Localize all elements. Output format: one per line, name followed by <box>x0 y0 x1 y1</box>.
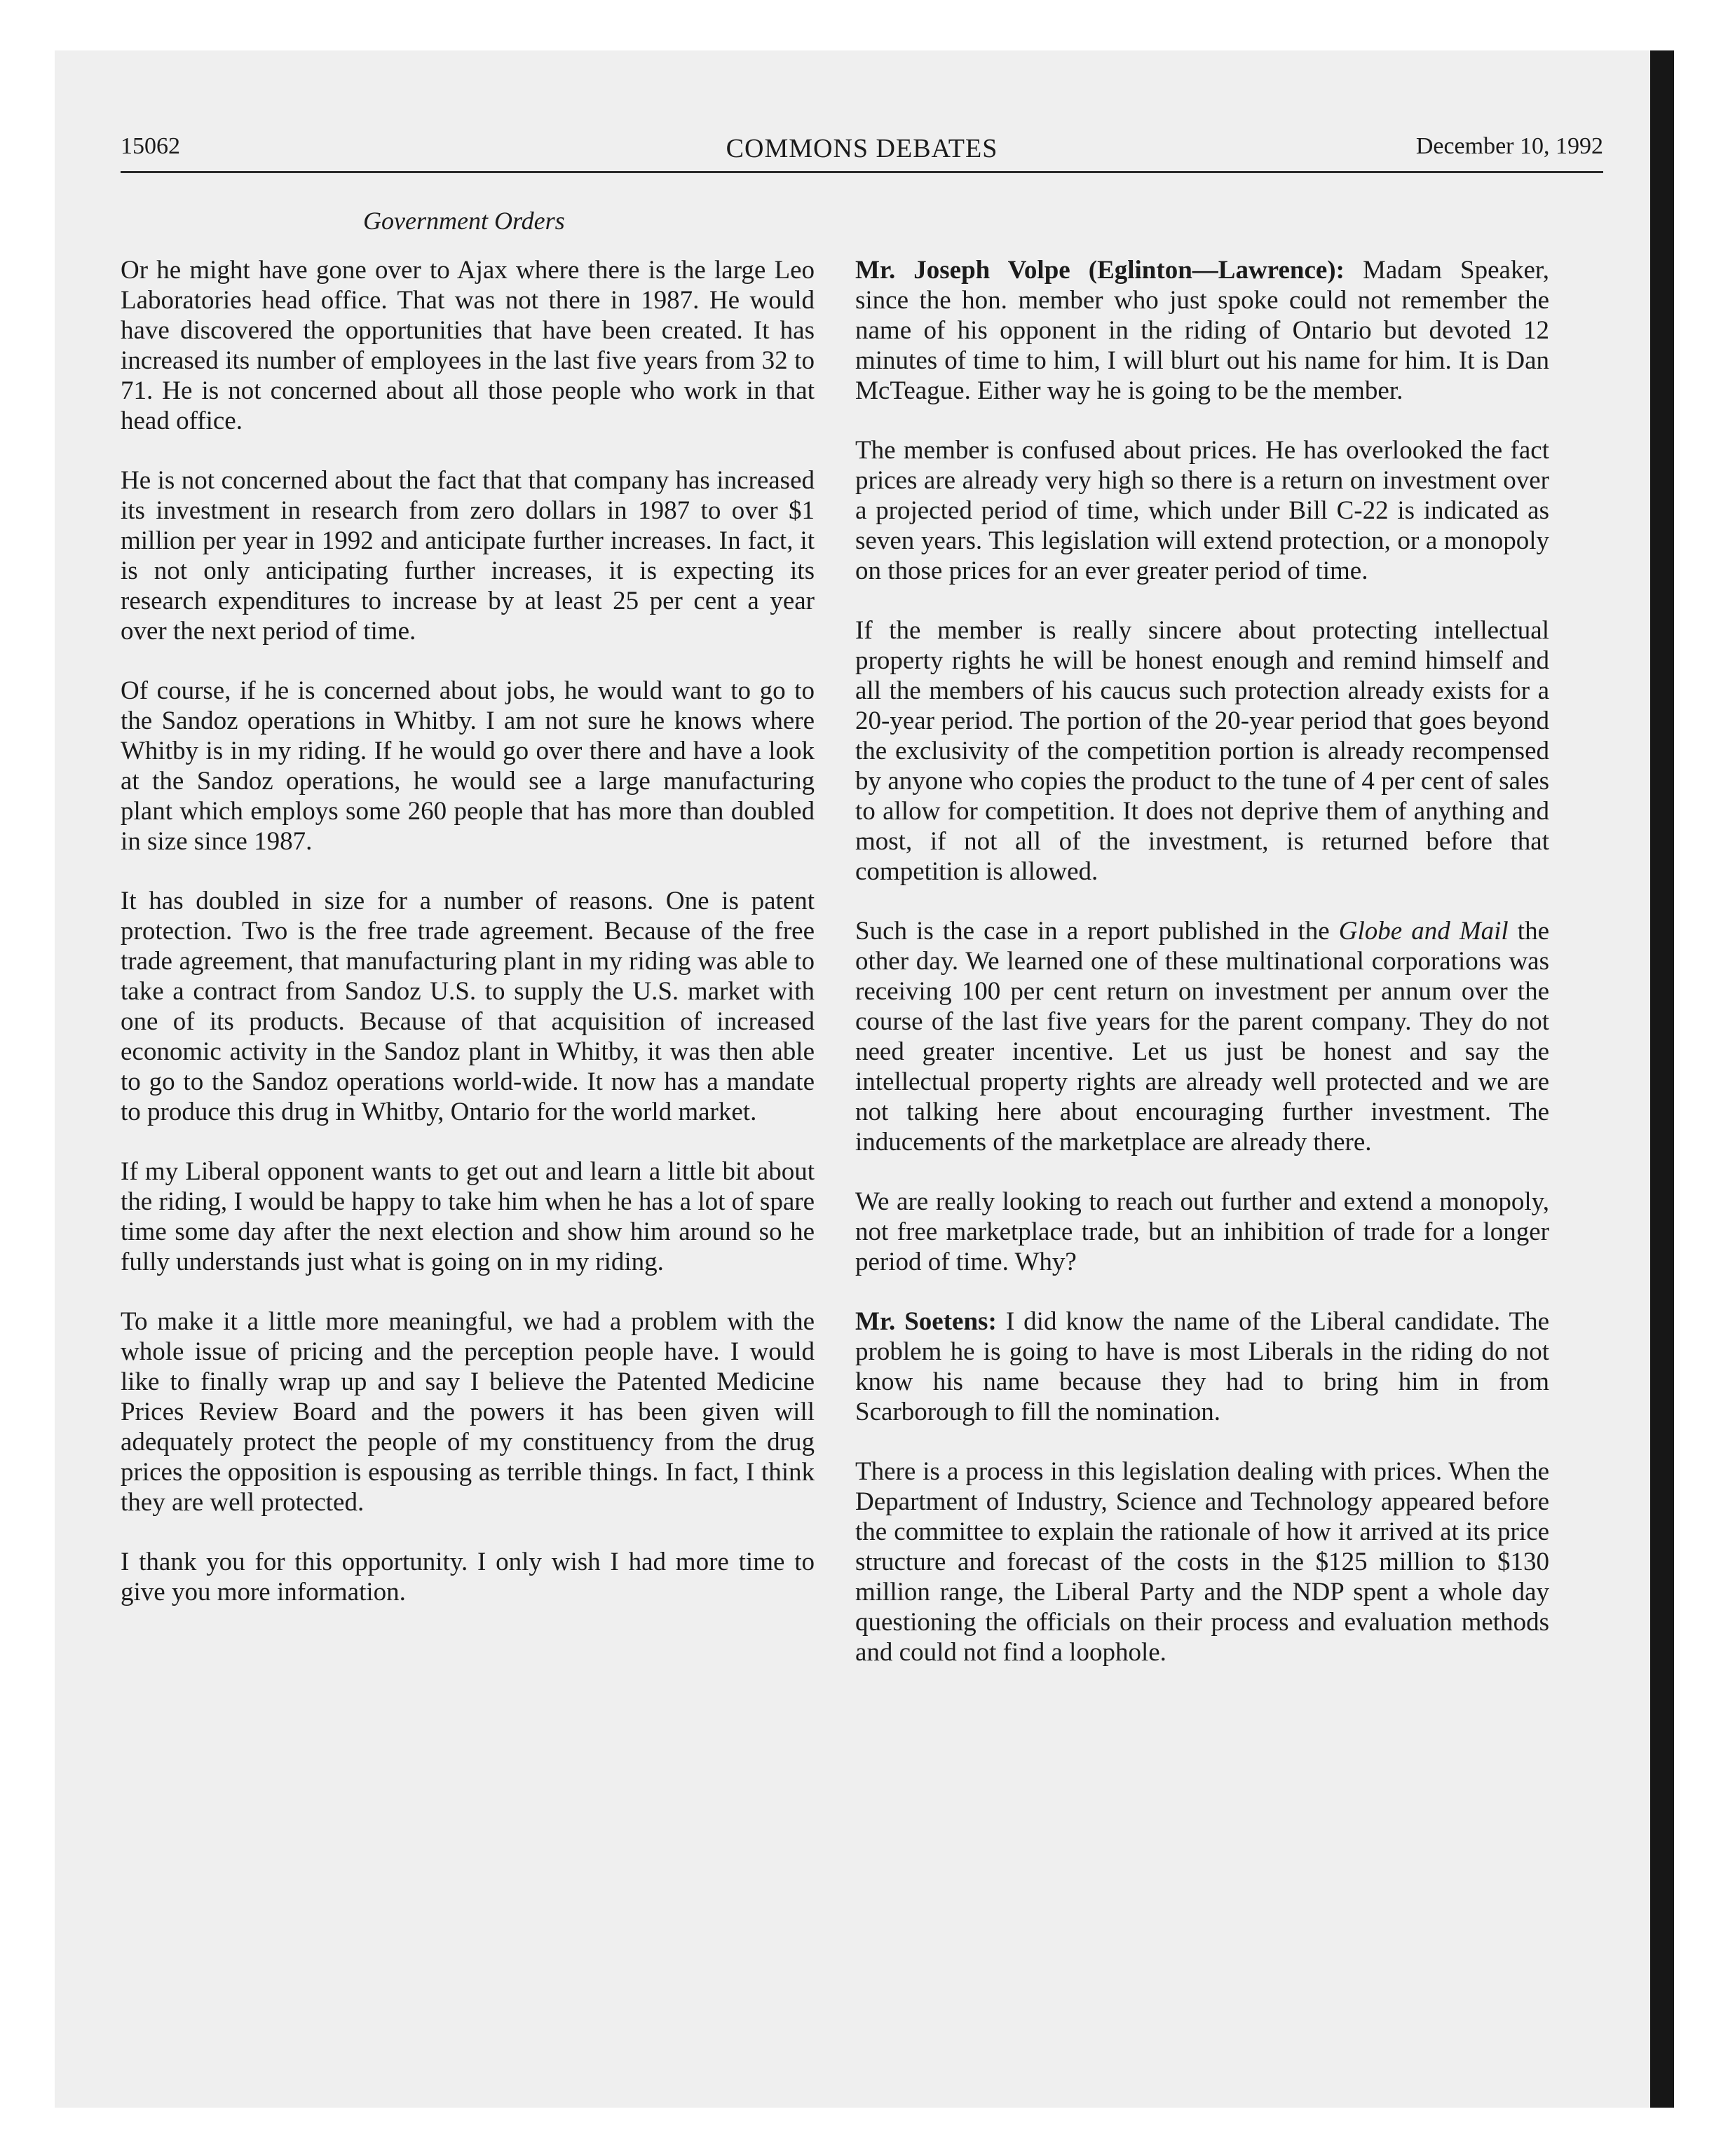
journal-title: COMMONS DEBATES <box>726 134 998 163</box>
left-paragraph: Of course, if he is concerned about jobs, he would want to go to the Sandoz operations in Whitby. I am not sure he knows where Whitby is in my riding. If he would go over there and have a look at the Sandoz operations, he would see a large manufacturing plant which employs some 260 people that has more than doubled in size since 1987. <box>121 676 815 856</box>
issue-date: December 10, 1992 <box>1415 133 1603 159</box>
left-column <box>121 255 815 1637</box>
right-paragraph <box>855 1306 1549 1427</box>
left-paragraph: Or he might have gone over to Ajax where there is the large Leo Laboratories head office. That was not there in 1987. He would have discovered the opportunities that have been created. It has increased its number of employees in the last five years from 32 to 71. He is not concerned about all those people who work in that head office. <box>121 256 815 435</box>
document-page <box>55 50 1674 2108</box>
right-paragraph <box>855 255 1549 406</box>
right-paragraph: The member is confused about prices. He has overlooked the fact prices are already very high so there is a return on investment over a projected period of time, which under Bill C-22 is indicated as seven years. This legislation will extend protection, or a monopoly on those prices for an ever greater period of time. <box>855 436 1549 585</box>
left-paragraph: It has doubled in size for a number of reasons. One is patent protection. Two is the free trade agreement. Because of the free trade agreement, that manufacturing plant in my riding was able to take a contract from Sandoz U.S. to supply the U.S. market with one of its products. Because of that acquisition of increased economic activity in the Sandoz plant in Whitby, it was then able to go to the Sandoz operations world-wide. It now has a mandate to produce this drug in Whitby, Ontario for the world market. <box>121 887 815 1126</box>
page-number: 15062 <box>121 133 180 159</box>
left-paragraph: To make it a little more meaningful, we had a problem with the whole issue of pricing and the perception people have. I would like to finally wrap up and say I believe the Patented Medicine Prices Review Board and the powers it has been given will adequately protect the people of my constituency from the drug prices the opposition is espousing as terrible things. In fact, I think they are well protected. <box>121 1307 815 1517</box>
paragraph-text: the other day. We learned one of these multinational corporations was receiving 100 per cent return on investment per annum over the course of the last five years for the parent company. They do not need greater incentive. Let us just be honest and say the intellectual property rights are already well protected and we are not talking here about encouraging further investment. The inducements of the marketplace are already there. <box>855 917 1549 1157</box>
paragraph-text: Such is the case in a report published in the <box>855 917 1339 946</box>
publication-name: Globe and Mail <box>1338 917 1509 946</box>
speaker-name: Mr. Soetens: <box>855 1307 997 1336</box>
right-paragraph: There is a process in this legislation dealing with prices. When the Department of Industry, Science and Technology appeared before the committee to explain the rationale of how it arrived at its price structure and forecast of the costs in the $125 million to $130 million range, the Liberal Party and the NDP spent a whole day questioning the officials on their process and evaluation methods and could not find a loophole. <box>855 1457 1549 1667</box>
left-paragraph: I thank you for this opportunity. I only wish I had more time to give you more information. <box>121 1548 815 1606</box>
right-paragraph: If the member is really sincere about protecting intellectual property rights he will be honest enough and remind himself and all the members of his caucus such protection already exists for a 20-year period. The portion of the 20-year period that goes beyond the exclusivity of the competition portion is already recompensed by anyone who copies the product to the tune of 4 per cent of sales to allow for competition. It does not deprive them of anything and most, if not all of the investment, is returned before that competition is allowed. <box>855 616 1549 886</box>
page-header <box>121 133 1603 168</box>
right-column <box>855 255 1549 1697</box>
speaker-name: Mr. Joseph Volpe (Eglinton—Lawrence): <box>855 256 1345 285</box>
paragraph-text: I did know the name of the Liberal candidate. The problem he is going to have is most Liberals in the riding do not know his name because they had to bring him in from Scarborough to fill the nomination. <box>855 1307 1549 1426</box>
left-paragraph: He is not concerned about the fact that that company has increased its investment in research from zero dollars in 1987 to over $1 million per year in 1992 and anticipate further increases. In fact, it is not only anticipating further increases, it is expecting its research expenditures to increase by at least 25 per cent a year over the next period of time. <box>121 466 815 646</box>
right-paragraph: We are really looking to reach out further and extend a monopoly, not free marketplace trade, but an inhibition of trade for a longer period of time. Why? <box>855 1187 1549 1276</box>
paragraph-text: Madam Speaker, since the hon. member who just spoke could not remember the name of his opponent in the riding of Ontario but devoted 12 minutes of time to him, I will blurt out his name for him. It is Dan McTeague. Either way he is going to be the member. <box>855 256 1549 405</box>
scan-edge-bar <box>1650 50 1674 2108</box>
header-rule <box>121 171 1603 173</box>
right-paragraph <box>855 916 1549 1157</box>
section-label: Government Orders <box>363 207 565 235</box>
left-paragraph: If my Liberal opponent wants to get out and learn a little bit about the riding, I would be happy to take him when he has a lot of spare time some day after the next election and show him around so he fully understands just what is going on in my riding. <box>121 1157 815 1276</box>
